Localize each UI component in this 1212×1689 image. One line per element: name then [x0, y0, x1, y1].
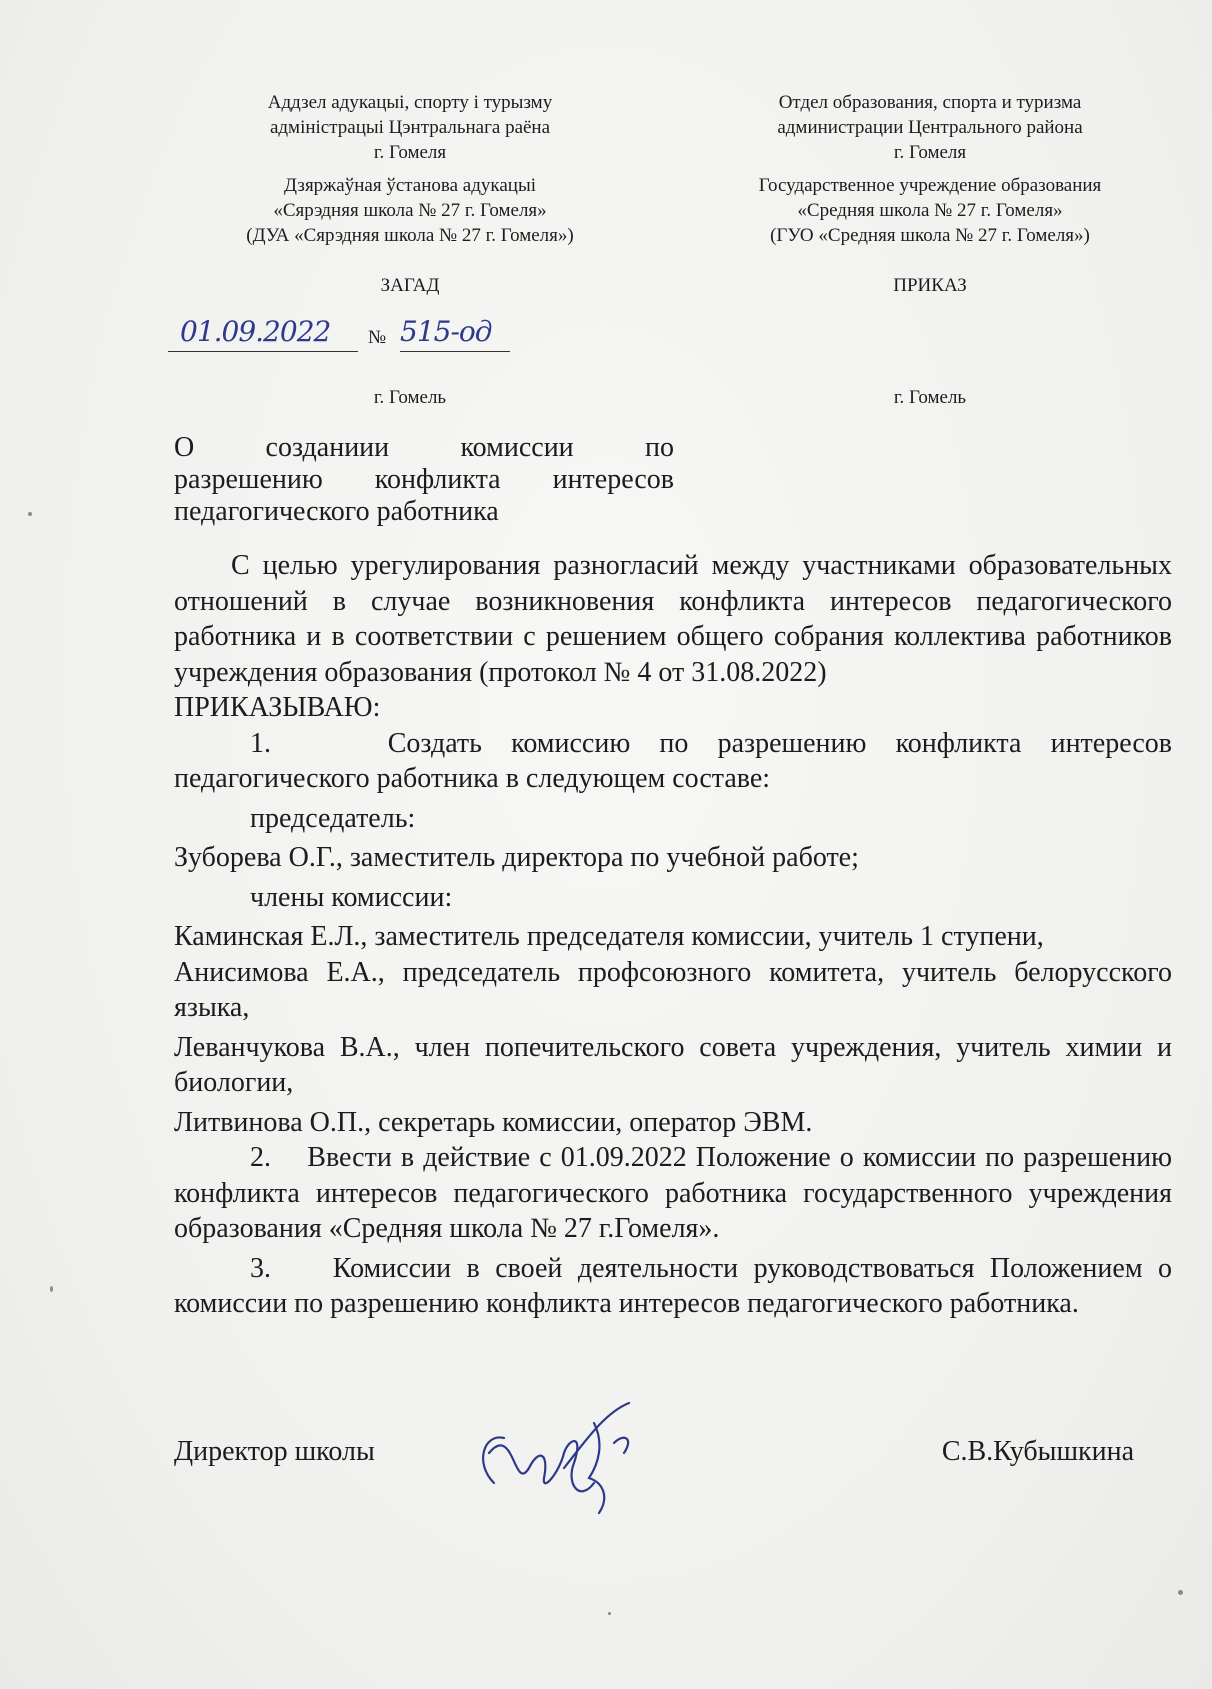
header-by-line4: Дзяржаўная ўстанова адукацыі — [284, 175, 536, 196]
handwritten-signature — [454, 1383, 654, 1533]
header-russian — [690, 90, 1170, 248]
subject-line1: О созданиии комиссии по — [174, 432, 674, 463]
item-3: 3. Комиссии в своей деятельности руководствоваться Положением о комиссии по разрешению конфликта интересов педагогического работника. — [174, 1252, 1172, 1319]
city-by: г. Гомель — [373, 387, 447, 408]
member-1: Каминская Е.Л., заместитель председателя комиссии, учитель 1 ступени, — [174, 921, 1044, 952]
order-number: 515-од — [400, 315, 492, 348]
header-by-line2: адміністрацыі Цэнтральнага раёна — [269, 117, 551, 138]
order-body — [174, 548, 1172, 1322]
item-2: 2. Ввести в действие с 01.09.2022 Положение о комиссии по разрешению конфликта интересов педагогического работника государственного учреждения образования «Средняя школа № 27 г.Гомеля». — [174, 1142, 1172, 1244]
subject-line3: педагогического работника — [174, 496, 499, 527]
chair-label: председатель: — [250, 802, 416, 834]
header-ru-line5: «Средняя школа № 27 г. Гомеля» — [797, 200, 1063, 221]
header-ru-line4: Государственное учреждение образования — [758, 175, 1102, 196]
member-4: Литвинова О.П., секретарь комиссии, оператор ЭВМ. — [174, 1106, 813, 1138]
order-date-number — [168, 315, 528, 355]
header-belarusian — [170, 90, 650, 248]
item-1: 1. Создать комиссию по разрешению конфликта интересов педагогического работника в следующем составе: — [174, 727, 1172, 794]
header-ru-line6: (ГУО «Средняя школа № 27 г. Гомеля») — [770, 225, 1090, 246]
members-label: члены комиссии: — [250, 881, 453, 913]
header-by-line5: «Сярэдняя школа № 27 г. Гомеля» — [273, 200, 547, 221]
order-word: ПРИКАЗЫВАЮ: — [174, 692, 381, 723]
number-sign: № — [368, 327, 387, 348]
header-by-line6: (ДУА «Сярэдняя школа № 27 г. Гомеля») — [246, 225, 574, 246]
order-subject — [174, 432, 674, 528]
preamble: С целью урегулирования разногласий между участниками образовательных отношений в случае возникновения конфликта интересов педагогического работника и в соответствии с решением общего собрания коллектива работников учреждения образования (протокол № 4 от 31.08.2022) — [174, 550, 1172, 688]
signer-name: С.В.Кубышкина — [941, 1436, 1134, 1467]
paper-speck — [28, 512, 32, 516]
city-ru: г. Гомель — [893, 387, 967, 408]
date-underline — [168, 351, 358, 352]
header-ru-line3: г. Гомеля — [893, 142, 967, 163]
paper-speck — [50, 1286, 53, 1292]
header-by-line1: Аддзел адукацыі, спорту і турызму — [267, 92, 553, 113]
paper-speck — [1178, 1590, 1183, 1595]
chair: Зуборева О.Г., заместитель директора по учебной работе; — [174, 842, 859, 873]
doc-type-ru: ПРИКАЗ — [893, 275, 967, 296]
member-2: Анисимова Е.А., председатель профсоюзного комитета, учитель белорусского языка, — [174, 956, 1172, 1023]
signature-block — [174, 1428, 1134, 1488]
header-by-line3: г. Гомеля — [373, 142, 447, 163]
doc-type-by: ЗАГАД — [380, 275, 440, 296]
subject-line2: разрешению конфликта интересов — [174, 464, 674, 495]
signer-role: Директор школы — [174, 1436, 375, 1467]
order-date: 01.09.2022 — [180, 315, 331, 348]
header-ru-line1: Отдел образования, спорта и туризма — [778, 92, 1082, 113]
header-ru-line2: администрации Центрального района — [777, 117, 1083, 138]
number-underline — [400, 351, 510, 352]
member-3: Леванчукова В.А., член попечительского совета учреждения, учитель химии и биологии, — [174, 1031, 1172, 1098]
paper-speck — [608, 1612, 611, 1615]
